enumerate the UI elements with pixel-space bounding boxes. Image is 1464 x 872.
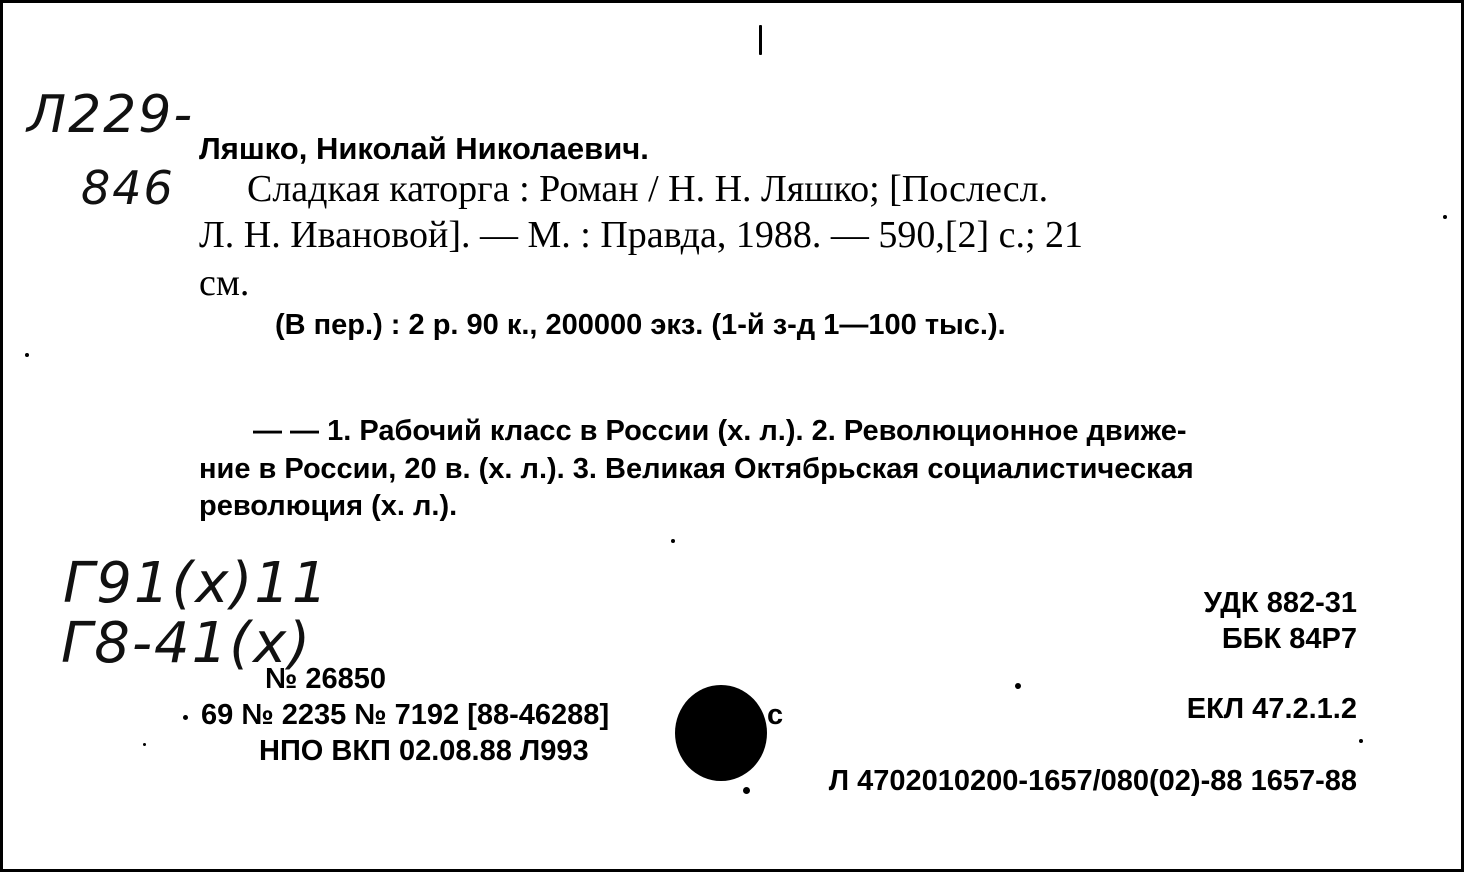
bbk-code: ББК 84Р7: [1221, 623, 1357, 655]
subjects-line: революция (х. л.).: [199, 490, 458, 522]
subjects-line: ние в России, 20 в. (х. л.). 3. Великая Октябрьская социалистическая: [199, 453, 1194, 485]
order-suffix: с: [767, 699, 784, 731]
speck: [25, 353, 29, 357]
title-line: см.: [199, 262, 250, 304]
ekl-code: ЕКЛ 47.2.1.2: [1186, 693, 1357, 725]
speck: [1443, 215, 1447, 219]
title-line: Л. Н. Ивановой]. — М. : Правда, 1988. — 590,[2] с.; 21: [199, 214, 1084, 256]
author-heading: Ляшко, Николай Николаевич.: [199, 131, 649, 166]
card-number: № 26850: [265, 663, 387, 695]
handwritten-classification-1: Г91(x)11: [63, 551, 330, 616]
title-line: Сладкая каторга : Роман / Н. Н. Ляшко; [Послесл.: [247, 168, 1049, 210]
handwritten-shelf-mark-number: 846: [81, 161, 175, 215]
isbn-line: Л 4702010200-1657/080(02)-88 1657-88: [828, 765, 1357, 797]
order-line: 69 № 2235 № 7192 [88-46288]: [201, 699, 610, 731]
speck: [743, 787, 750, 794]
speck: [759, 25, 762, 55]
handwritten-shelf-mark: Л229-: [27, 85, 195, 145]
speck: [1015, 683, 1021, 689]
speck: [183, 715, 188, 720]
punch-hole: [675, 685, 767, 781]
subjects-line: — — 1. Рабочий класс в России (х. л.). 2. Революционное движе-: [253, 415, 1187, 447]
speck: [1359, 739, 1363, 743]
speck: [143, 743, 146, 746]
speck: [671, 539, 675, 543]
udk-code: УДК 882-31: [1203, 587, 1357, 619]
price-line: (В пер.) : 2 р. 90 к., 200000 экз. (1-й з-д 1—100 тыс.).: [275, 309, 1006, 341]
handwritten-classification-2: Г8-41(x): [61, 611, 313, 676]
npo-line: НПО ВКП 02.08.88 Л993: [259, 735, 589, 767]
